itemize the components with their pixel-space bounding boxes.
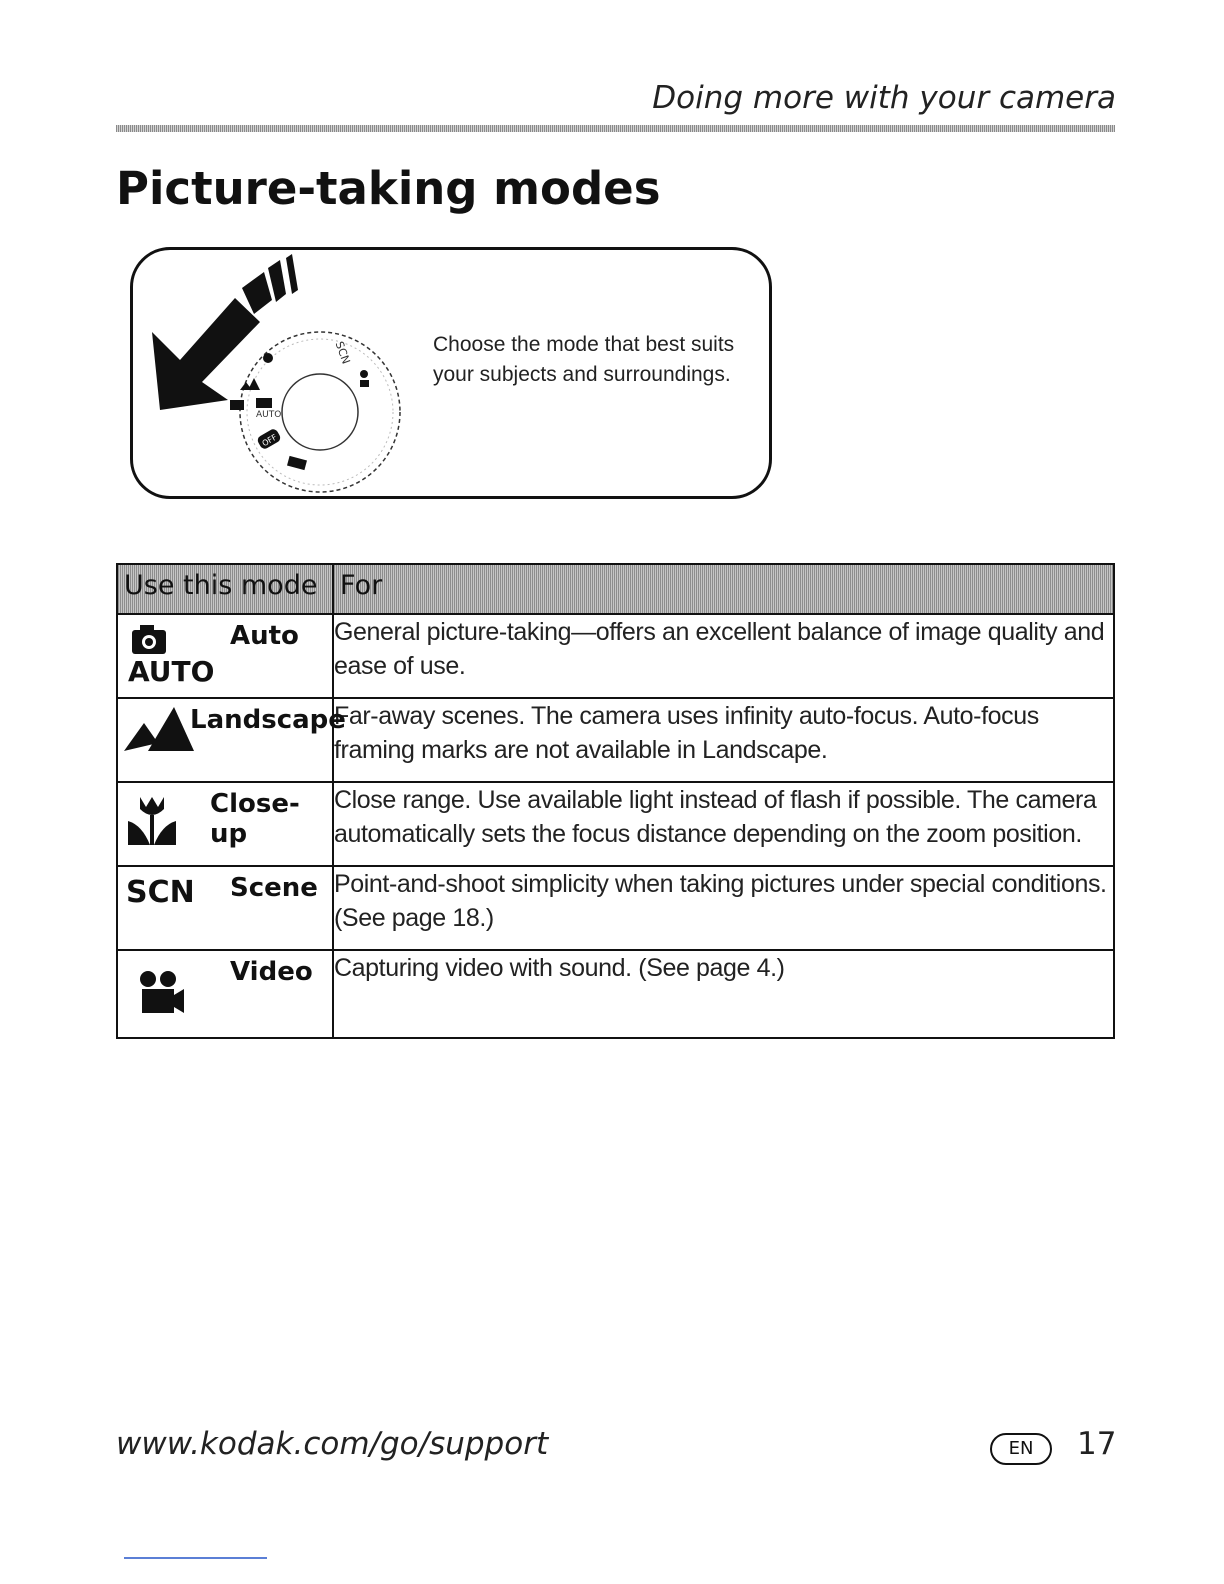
table-row [117,614,1114,698]
mode-name: Landscape [190,705,346,735]
table-row [117,698,1114,782]
page-title: Picture-taking modes [116,162,661,215]
page-number: 17 [1077,1426,1117,1462]
header-for: For [333,564,1114,614]
mode-name: Scene [230,873,318,903]
camera-icon [130,623,170,655]
table-header-row [117,564,1114,614]
mode-cell-video [117,950,333,1038]
header-rule [116,125,1115,132]
table-row [117,782,1114,866]
table-row [117,950,1114,1038]
dial-scn-label: SCN [332,339,353,366]
mode-name: Auto [230,621,299,651]
mode-cell-landscape [117,698,346,782]
dial-auto-label: AUTO [256,410,282,420]
scene-icon: SCN [126,875,195,910]
modes-table [116,563,1115,1039]
mountain-icon [122,703,194,753]
mode-name: Video [230,957,313,987]
flower-icon [124,789,184,853]
mode-cell-scene [117,866,333,950]
mode-cell-close-up [117,782,333,866]
mode-cell-auto [117,614,333,698]
mode-description: Far-away scenes. The camera uses infinity auto-focus. Auto-focus framing marks are not available in Landscape. [333,698,1114,782]
language-badge: EN [990,1433,1052,1465]
table-row [117,866,1114,950]
mode-description: General picture-taking—offers an excellent balance of image quality and ease of use. [333,614,1114,698]
mode-description: Point-and-shoot simplicity when taking pictures under special conditions. (See page 18.) [333,866,1114,950]
mode-dial-illustration [140,250,420,495]
mode-description: Close range. Use available light instead of flash if possible. The camera automatically sets the focus distance depending on the zoom position. [333,782,1114,866]
support-url: www.kodak.com/go/support [116,1426,549,1462]
turn-arrow-icon [152,254,298,410]
bottom-divider [124,1557,267,1559]
section-title: Doing more with your camera [652,80,1116,116]
mode-description: Capturing video with sound. (See page 4.) [333,950,1114,1038]
header-use-this-mode: Use this mode [117,564,333,614]
mode-name: Close-up [210,789,300,849]
dial-off-label: OFF [260,432,279,449]
callout-line-2: your subjects and surroundings. [433,363,731,386]
auto-icon-label: AUTO [128,655,215,688]
callout-text [433,330,763,390]
callout-line-1: Choose the mode that best suits [433,333,735,356]
mode-dial [230,332,400,492]
video-camera-icon [136,969,188,1019]
